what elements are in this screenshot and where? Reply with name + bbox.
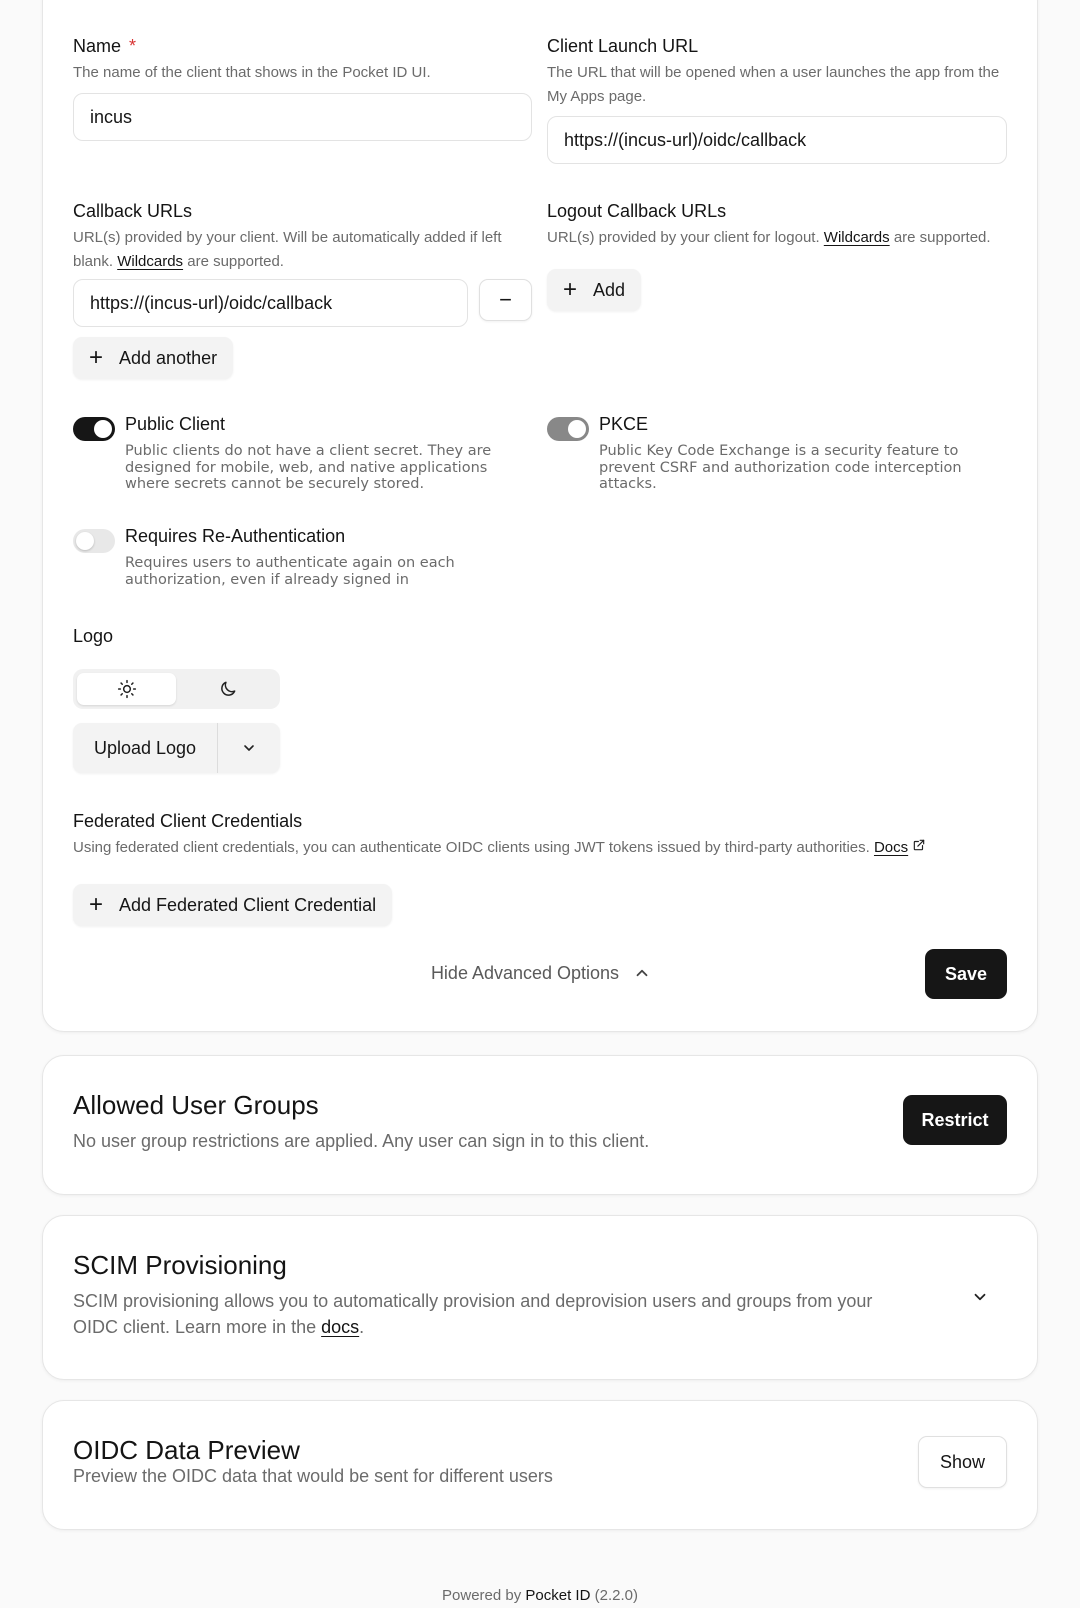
dark-theme-tab[interactable]	[179, 673, 276, 705]
show-preview-button[interactable]: Show	[918, 1436, 1007, 1488]
hide-advanced-label: Hide Advanced Options	[430, 962, 620, 983]
allowed-user-groups-description: No user group restrictions are applied. Any user can sign in to this client.	[73, 1131, 650, 1151]
scim-title: SCIM Provisioning	[73, 1250, 287, 1280]
upload-logo-button[interactable]: Upload Logo	[93, 737, 197, 758]
add-logout-callback-button[interactable]	[547, 269, 641, 311]
launch-url-label: Client Launch URL	[547, 36, 699, 56]
add-another-callback-button[interactable]	[73, 337, 233, 379]
name-input[interactable]: incus	[73, 93, 532, 141]
name-field-description: The name of the client that shows in the Pocket ID UI.	[73, 64, 431, 81]
federated-credentials-description: Using federated client credentials, you can authenticate OIDC clients using JWT tokens issued by third-party authorities. Docs	[73, 836, 926, 860]
reauth-description: Requires users to authenticate again on each authorization, even if already signed in	[125, 555, 455, 588]
scim-description: SCIM provisioning allows you to automatically provision and deprovision users and groups from your OIDC client. Learn more in the docs.	[73, 1291, 873, 1337]
reauth-toggle[interactable]	[73, 529, 115, 553]
save-button[interactable]: Save	[925, 949, 1007, 999]
plus-icon: +	[89, 891, 104, 918]
pkce-label: PKCE	[599, 414, 649, 434]
upload-options-dropdown[interactable]	[218, 723, 280, 773]
public-client-description: Public clients do not have a client secret. They are designed for mobile, web, and native applications where secrets cannot be securely stored.	[125, 443, 492, 492]
footer-brand-link[interactable]: Pocket ID	[525, 1587, 591, 1604]
public-client-toggle[interactable]	[73, 417, 115, 441]
callback-urls-label: Callback URLs	[73, 201, 193, 221]
logo-label: Logo	[73, 626, 114, 646]
toggle-knob	[76, 532, 94, 550]
add-federated-credential-button[interactable]	[73, 884, 392, 926]
allowed-user-groups-card	[42, 1055, 1038, 1195]
remove-callback-url-button[interactable]	[479, 279, 532, 321]
footer-version: (2.2.0)	[594, 1587, 638, 1604]
federated-credentials-label: Federated Client Credentials	[73, 811, 303, 831]
scim-expand-button[interactable]	[964, 1281, 996, 1313]
moon-icon	[218, 679, 238, 699]
powered-by-footer	[0, 1587, 1080, 1604]
oidc-data-preview-card	[42, 1400, 1038, 1530]
chevron-up-icon	[633, 964, 651, 982]
scim-provisioning-card	[42, 1215, 1038, 1380]
add-federated-label: Add Federated Client Credential	[119, 894, 377, 915]
logo-theme-switcher	[73, 669, 280, 709]
minus-icon: −	[499, 287, 512, 312]
oidc-preview-description: Preview the OIDC data that would be sent for different users	[73, 1466, 553, 1486]
launch-url-description: The URL that will be opened when a user launches the app from the My Apps page.	[547, 64, 1000, 105]
scim-docs-link[interactable]: docs	[321, 1317, 360, 1337]
reauth-label: Requires Re-Authentication	[125, 526, 346, 546]
toggle-knob	[568, 420, 586, 438]
chevron-down-icon	[971, 1288, 989, 1306]
launch-url-input[interactable]: https://(incus-url)/oidc/callback	[547, 116, 1007, 164]
plus-icon: +	[89, 344, 104, 371]
callback-urls-description: URL(s) provided by your client. Will be automatically added if left blank. Wildcards are supported.	[73, 229, 502, 270]
pkce-description: Public Key Code Exchange is a security feature to prevent CSRF and authorization code interception attacks.	[599, 443, 962, 492]
federated-docs-link[interactable]: Docs	[873, 839, 909, 856]
allowed-user-groups-title: Allowed User Groups	[73, 1090, 319, 1120]
light-theme-tab[interactable]	[77, 673, 176, 705]
upload-logo-split-button	[73, 723, 280, 773]
hide-advanced-options-button[interactable]	[43, 956, 1039, 990]
footer-prefix: Powered by	[442, 1587, 522, 1604]
restrict-button[interactable]: Restrict	[903, 1095, 1007, 1145]
required-marker: *	[129, 36, 137, 56]
callback-url-input[interactable]: https://(incus-url)/oidc/callback	[73, 279, 468, 327]
wildcards-link[interactable]: Wildcards	[117, 253, 184, 270]
logout-callback-urls-description: URL(s) provided by your client for logout. Wildcards are supported.	[547, 229, 991, 246]
public-client-label: Public Client	[125, 414, 226, 434]
sun-icon	[117, 679, 137, 699]
plus-icon: +	[563, 276, 578, 303]
add-logout-label: Add	[593, 279, 626, 300]
external-link-icon	[912, 838, 926, 852]
add-another-label: Add another	[119, 347, 218, 368]
logout-callback-urls-label: Logout Callback URLs	[547, 201, 727, 221]
oidc-preview-title: OIDC Data Preview	[73, 1435, 300, 1465]
pkce-toggle[interactable]	[547, 417, 589, 441]
chevron-down-icon	[241, 740, 257, 756]
name-field-label: Name *	[73, 36, 137, 56]
wildcards-link[interactable]: Wildcards	[823, 229, 890, 246]
client-form-card	[42, 0, 1038, 1032]
toggle-knob	[94, 420, 112, 438]
